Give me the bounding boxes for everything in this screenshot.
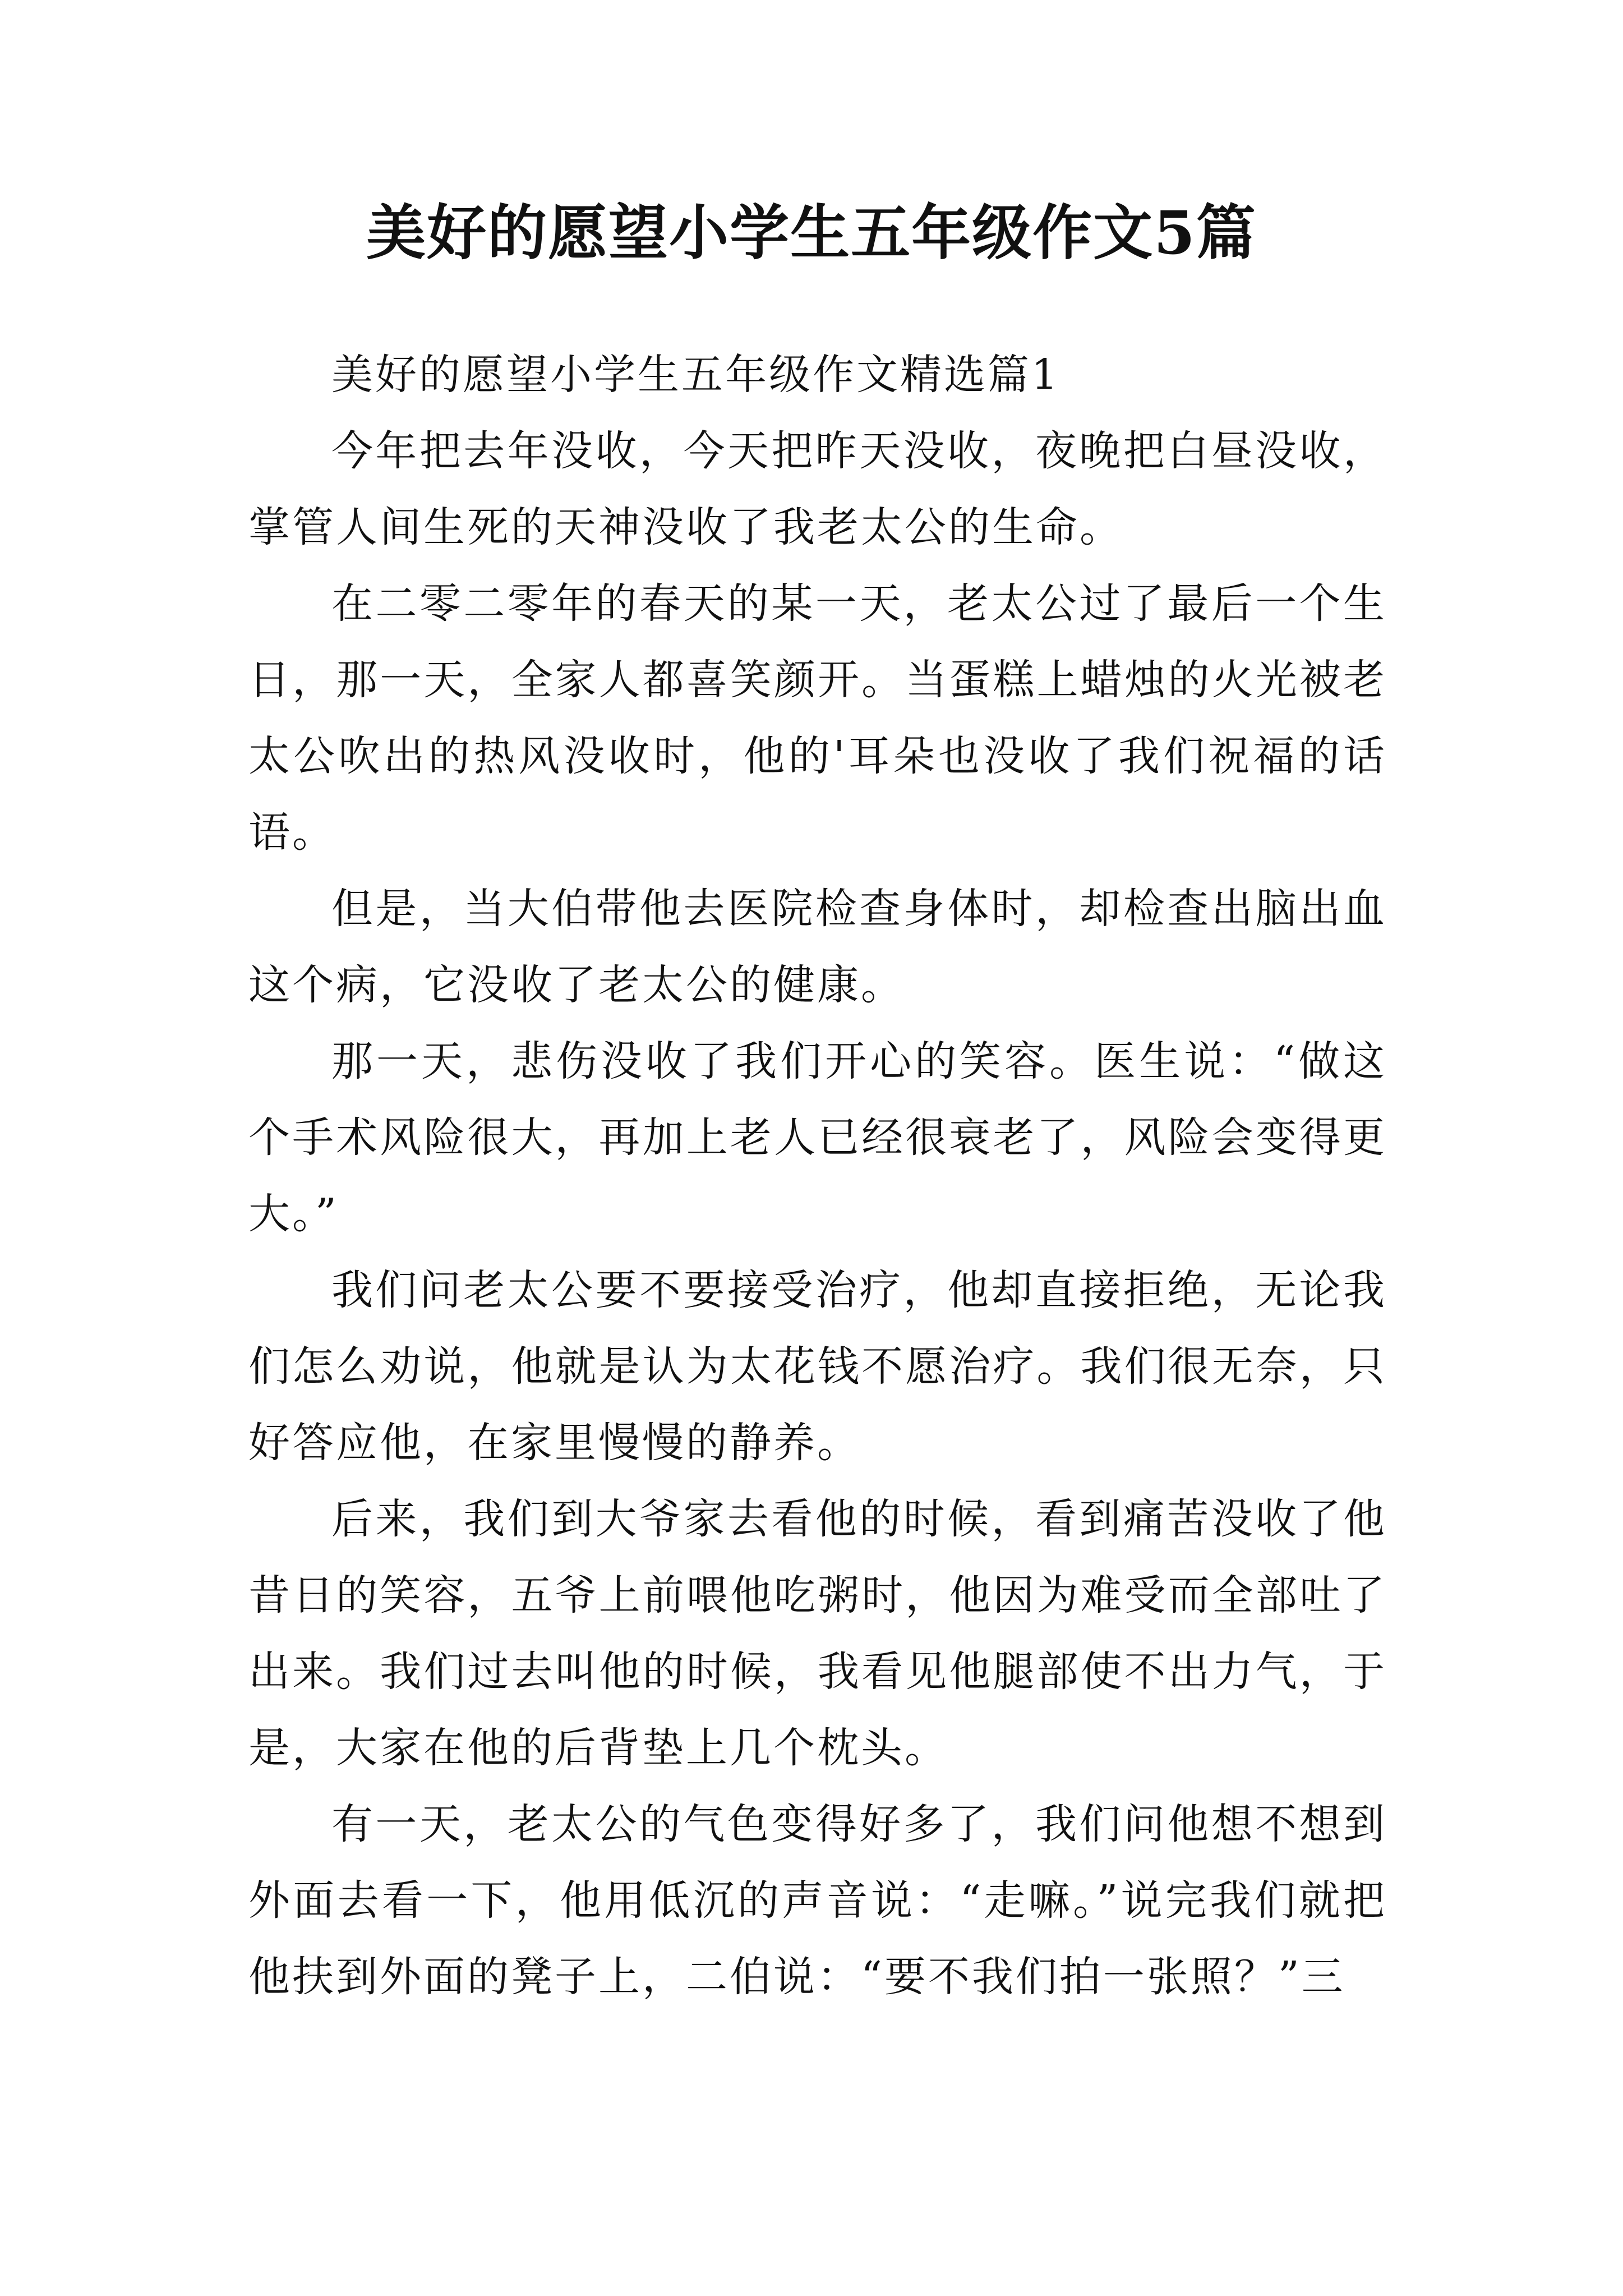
paragraph: 今年把去年没收，今天把昨天没收，夜晚把白昼没收，掌管人间生死的天神没收了我老太公的生命。 — [248, 427, 1387, 551]
section-heading: 美好的愿望小学生五年级作文精选篇1 — [331, 351, 1061, 399]
paragraph: 在二零二零年的春天的某一天，老太公过了最后一个生日，那一天，全家人都喜笑颜开。当蛋糕上蜡烛的火光被老太公吹出的热风没收时，他的'耳朵也没收了我们祝福的话语。 — [248, 579, 1387, 857]
paragraph: 有一天，老太公的气色变得好多了，我们问他想不想到外面去看一下，他用低沉的声音说：“走嘛。”说完我们就把他扶到外面的凳子上，二伯说：“要不我们拍一张照？”三 — [248, 1800, 1387, 2001]
document-body — [248, 337, 1387, 2015]
document-title: 美好的愿望小学生五年级作文5篇 — [366, 197, 1257, 268]
paragraph: 那一天，悲伤没收了我们开心的笑容。医生说：“做这个手术风险很大，再加上老人已经很衰老了，风险会变得更大。” — [248, 1037, 1387, 1238]
paragraph: 后来，我们到大爷家去看他的时候，看到痛苦没收了他昔日的笑容，五爷上前喂他吃粥时，他因为难受而全部吐了出来。我们过去叫他的时候，我看见他腿部使不出力气，于是，大家在他的后背垫上几个枕头。 — [248, 1495, 1387, 1772]
paragraph: 我们问老太公要不要接受治疗，他却直接拒绝，无论我们怎么劝说，他就是认为太花钱不愿治疗。我们很无奈，只好答应他，在家里慢慢的静养。 — [248, 1266, 1387, 1467]
paragraph: 但是，当大伯带他去医院检查身体时，却检查出脑出血这个病，它没收了老太公的健康。 — [248, 885, 1387, 1009]
